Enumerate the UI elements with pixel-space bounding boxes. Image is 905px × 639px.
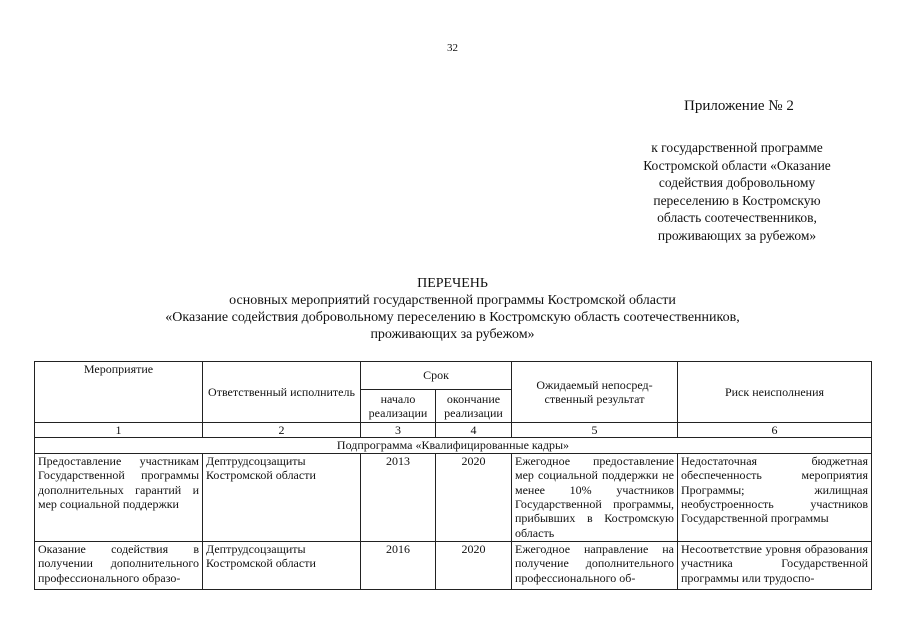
appendix-subtitle-line: область соотечественников, [657, 210, 817, 225]
cell-end: 2020 [436, 541, 512, 589]
appendix-subtitle-line: к государственной программе [651, 140, 823, 155]
subprogram-title: Подпрограмма «Квалифицированные кадры» [35, 438, 872, 453]
header-responsible: Ответственный исполнитель [203, 362, 361, 423]
document-heading [0, 275, 905, 343]
header-start: начало реализации [361, 390, 436, 423]
document-heading-line: основных мероприятий государственной программы Костромской области [229, 293, 676, 308]
cell-end: 2020 [436, 453, 512, 541]
document-heading-line: проживающих за рубежом» [370, 327, 535, 342]
table-row [35, 453, 872, 541]
column-number: 3 [361, 423, 436, 438]
column-number: 2 [203, 423, 361, 438]
header-activity: Мероприятие [35, 362, 203, 423]
appendix-subtitle-line: содействия добровольному [658, 175, 816, 190]
header-end: окончание реализации [436, 390, 512, 423]
header-result: Ожидаемый непосред-ственный результат [512, 362, 678, 423]
header-term: Срок [361, 362, 512, 390]
cell-risk: Недостаточная бюджетная обеспеченность мероприятия Программы; жилищная необустроенность участников Государственной программы [678, 453, 872, 541]
table-row [35, 541, 872, 589]
column-numbers-row [35, 423, 872, 438]
column-number: 6 [678, 423, 872, 438]
column-number: 4 [436, 423, 512, 438]
cell-risk: Несоответствие уровня образования участника Государственной программы или трудоспо- [678, 541, 872, 589]
appendix-subtitle-line: Костромской области «Оказание [643, 157, 831, 173]
appendix-subtitle-line: проживающих за рубежом» [657, 227, 817, 243]
cell-start: 2016 [361, 541, 436, 589]
appendix-title: Приложение № 2 [684, 98, 794, 114]
column-number: 1 [35, 423, 203, 438]
document-title: ПЕРЕЧЕНЬ [417, 276, 488, 291]
appendix-subtitle [622, 139, 852, 244]
subprogram-row [35, 438, 872, 453]
cell-responsible: Дептрудсоцзащиты Костромской области [203, 453, 361, 541]
table-header-row [35, 362, 872, 390]
appendix-subtitle-line: переселению в Костромскую [653, 192, 821, 208]
header-risk: Риск неисполнения [678, 362, 872, 423]
cell-result: Ежегодное предоставление мер социальной поддержки не менее 10% участников Государственной программы, прибывших в Костромскую область [512, 453, 678, 541]
cell-responsible: Дептрудсоцзащиты Костромской области [203, 541, 361, 589]
cell-start: 2013 [361, 453, 436, 541]
cell-result: Ежегодное направление на получение дополнительного профессионального об- [512, 541, 678, 589]
activities-table [34, 361, 872, 590]
cell-activity: Оказание содействия в получении дополнительного профессионального образо- [35, 541, 203, 589]
document-heading-line: «Оказание содействия добровольному переселению в Костромскую область соотечественников, [165, 310, 740, 325]
page-number: 32 [447, 42, 458, 54]
cell-activity: Предоставление участникам Государственной программы дополнительных гарантий и мер социальной поддержки [35, 453, 203, 541]
column-number: 5 [512, 423, 678, 438]
